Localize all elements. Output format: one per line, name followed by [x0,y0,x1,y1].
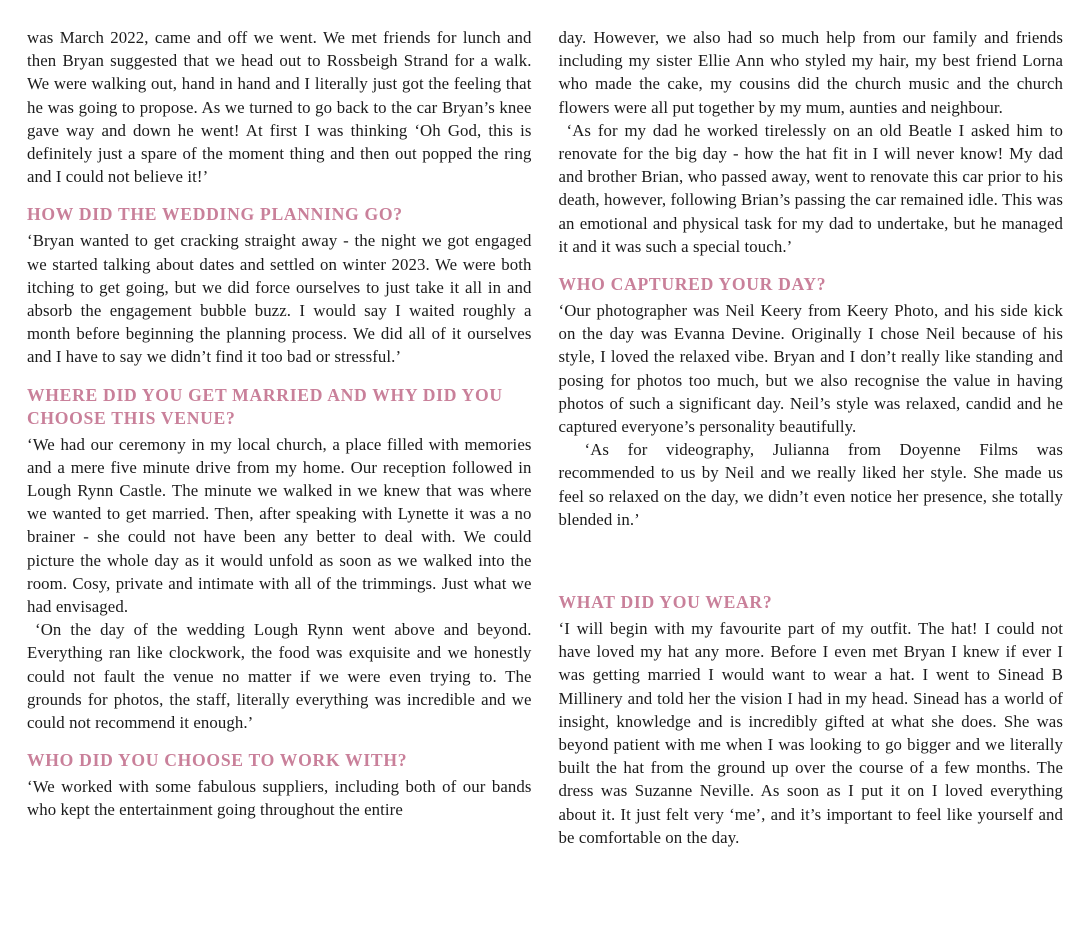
section-heading-photography: WHO CAPTURED YOUR DAY? [558,274,827,295]
section-heading-planning: HOW DID THE WEDDING PLANNING GO? [27,204,403,225]
right-column [559,26,1064,926]
body-paragraph-dad-car: ‘As for my dad he worked tirelessly on an old Beatle I asked him to renovate for the big day - how the hat fit in I will never know! My dad and brother Brian, who passed away, went to renovate this car prior to his death, however, following Brian’s passing the car remained idle. This was an emotional and physical task for my dad to undertake, but he managed it and it was such a special touch.’ [558,120,1063,256]
body-paragraph-proposal: was March 2022, came and off we went. We met friends for lunch and then Bryan suggested that we head out to Rossbeigh Strand for a walk. We were walking out, hand in hand and I literally just got the feeling that he was going to propose. As we turned to go back to the car Bryan’s knee gave way and down he went! At first I was thinking ‘Oh God, this is definitely just a spare of the moment thing and then out popped the ring and I could not believe it!’ [27,28,532,187]
body-paragraph-family-help: day. However, we also had so much help from our family and friends including my sister Ellie Ann who styled my hair, my best friend Lorna who made the cake, my cousins did the church music and the church flowers were all put together by my mum, aunties and neighbour. [558,28,1063,117]
section-heading-wear: WHAT DID YOU WEAR? [558,592,773,613]
body-paragraph-videography: ‘As for videography, Julianna from Doyenne Films was recommended to us by Neil and we really liked her style. She made us feel so relaxed on the day, we didn’t even notice her presence, she totally blended in.’ [558,440,1063,529]
section-heading-suppliers: WHO DID YOU CHOOSE TO WORK WITH? [27,750,408,771]
section-heading-venue: WHERE DID YOU GET MARRIED AND WHY DID YOU CHOOSE THIS VENUE? [27,384,503,428]
left-column [27,26,532,926]
body-paragraph-venue: ‘We had our ceremony in my local church, a place filled with memories and a mere five minute drive from my home. Our reception followed in Lough Rynn Castle. The minute we walked in we knew that was where we wanted to get married. Then, after speaking with Lynette it was a no brainer - she could not have been any better to deal with. We could picture the whole day as it would unfold as soon as we walked into the room. Cosy, private and intimate with all of the trimmings. Just what we had envisaged. [27,434,532,617]
body-paragraph-suppliers: ‘We worked with some fabulous suppliers, including both of our bands who kept the entertainment going throughout the entire [27,777,532,820]
body-paragraph-outfit: ‘I will begin with my favourite part of my outfit. The hat! I could not have loved my hat any more. Before I even met Bryan I knew if ever I was getting married I would want to wear a hat. I went to Sinead B Millinery and told her the vision I had in my head. Sinead has a world of insight, knowledge and is incredibly gifted at what she does. She was beyond patient with me when I was looking to go bigger and we literally built the hat from the ground up over the course of a few months. The dress was Suzanne Neville. As soon as I put it on I loved everything about it. It just felt very ‘me’, and it’s important to feel like yourself and be comfortable on the day. [558,619,1063,847]
body-paragraph-planning: ‘Bryan wanted to get cracking straight away - the night we got engaged we started talking about dates and settled on winter 2023. We were both itching to get going, but we did force ourselves to just take it all in and absorb the engagement bubble buzz. I would say I waited roughly a month before beginning the planning process. We did all of it ourselves and I have to say we didn’t find it too bad or stressful.’ [27,231,532,367]
body-paragraph-venue-day: ‘On the day of the wedding Lough Rynn went above and beyond. Everything ran like clockwork, the food was exquisite and we honestly could not fault the venue no matter if we were even trying to. The grounds for photos, the staff, literally everything was incredible and we could not recommend it enough.’ [27,620,532,733]
body-paragraph-photographer: ‘Our photographer was Neil Keery from Keery Photo, and his side kick on the day was Evanna Devine. Originally I chose Neil because of his style, I loved the relaxed vibe. Bryan and I don’t really like standing and posing for photos too much, but we also recognise the value in having photos of such a significant day. Neil’s style was relaxed, candid and he captured everyone’s personality beautifully. [558,301,1063,437]
